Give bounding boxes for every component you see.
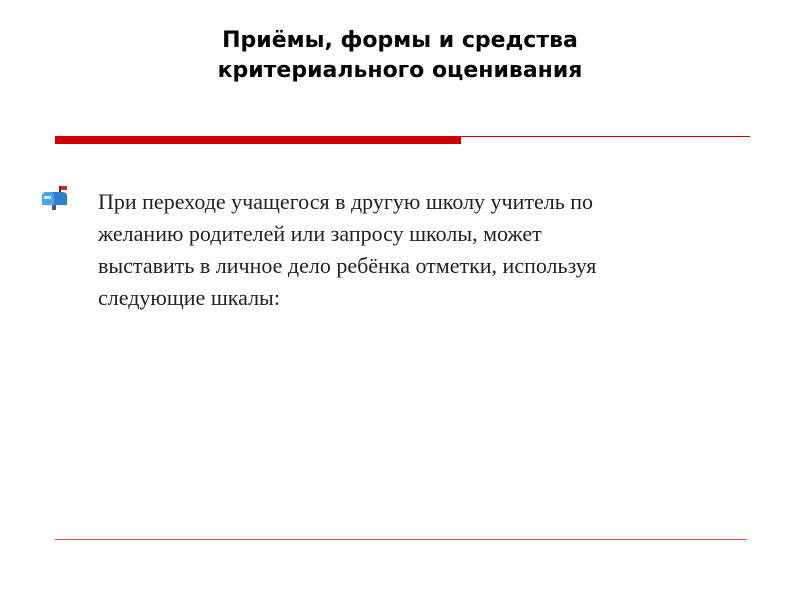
bottom-divider [55, 539, 747, 540]
bullet-paragraph: При переходе учащегося в другую школу учитель по желанию родителей или запросу школы, может выставить в личное дело ребёнка отметки, используя следующие шкалы: [98, 189, 597, 310]
slide-title: Приёмы, формы и средства критериального оценивания [217, 28, 583, 83]
top-divider-thick [55, 137, 461, 144]
mailbox-icon [38, 184, 70, 210]
